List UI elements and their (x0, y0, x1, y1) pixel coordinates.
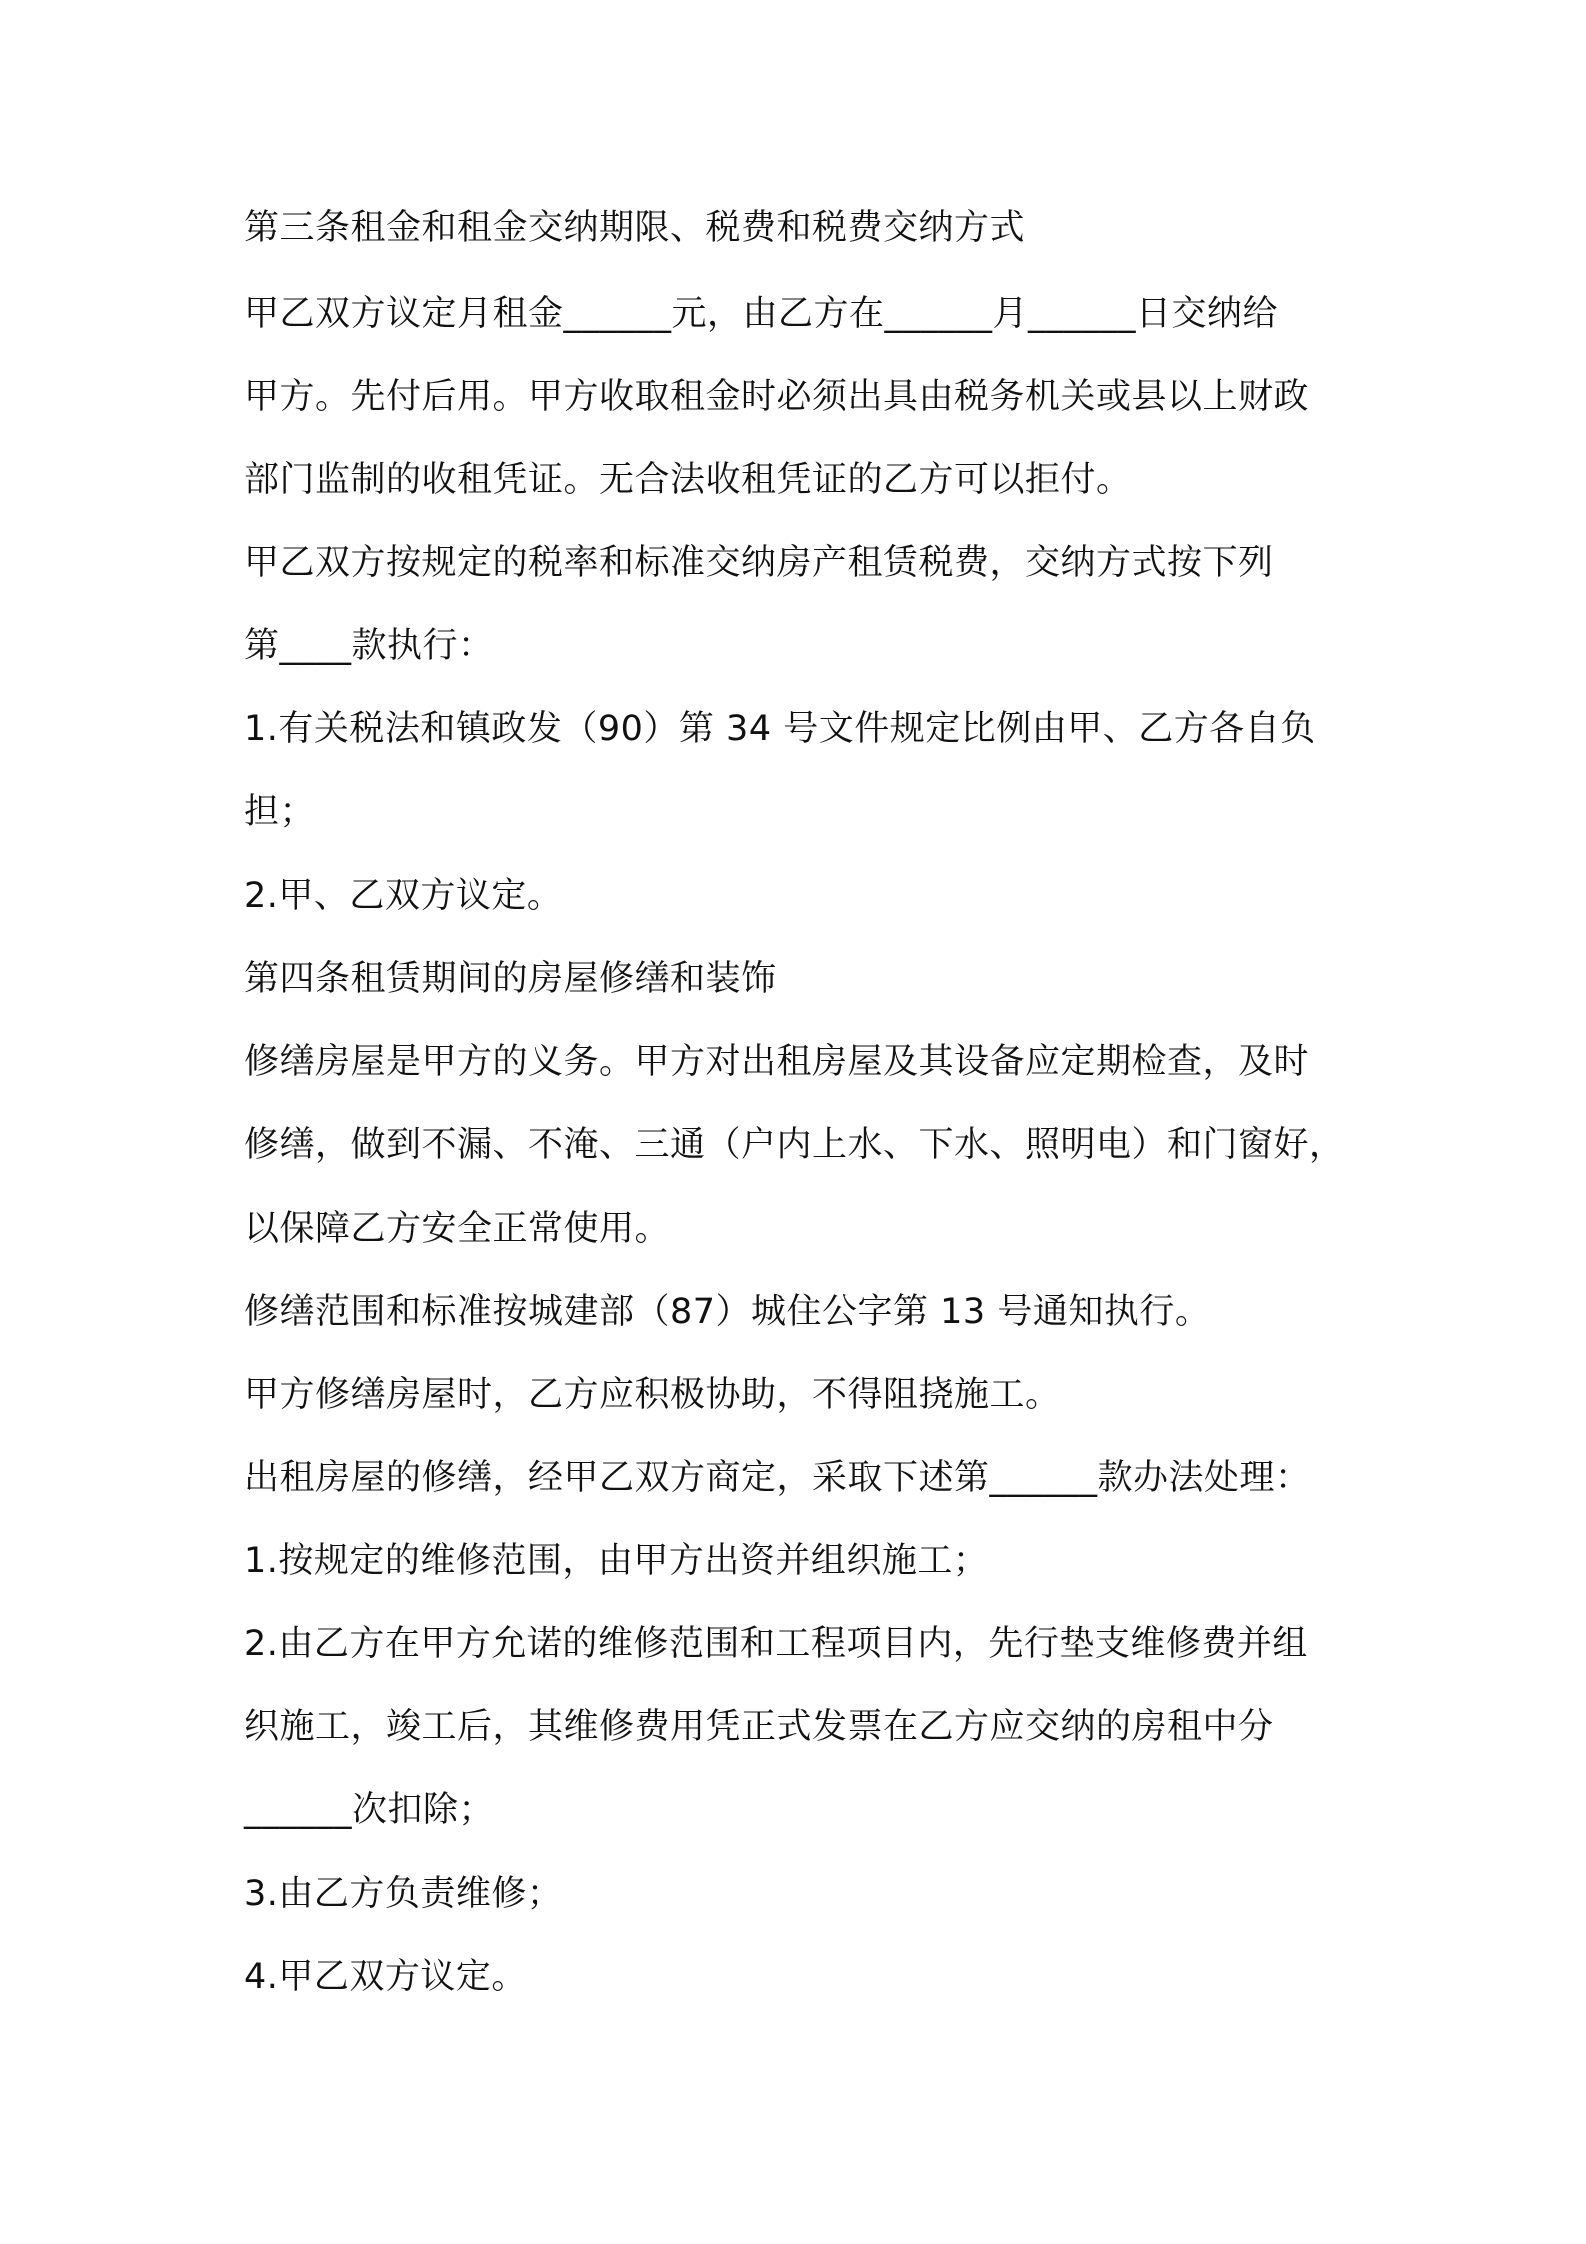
paragraph-line: 修缮范围和标准按城建部（87）城住公字第 13 号通知执行。 (244, 1292, 1211, 1332)
article-3-heading: 第三条租金和租金交纳期限、税费和税费交纳方式 (244, 208, 1026, 248)
list-item: 3.由乙方负责维修； (244, 1874, 563, 1914)
list-item-continuation: ______次扣除； (244, 1790, 495, 1830)
list-item: 2.由乙方在甲方允诺的维修范围和工程项目内，先行垫支维修费并组 (244, 1624, 1308, 1664)
list-item: 4.甲乙双方议定。 (244, 1957, 527, 1997)
article-4-heading: 第四条租赁期间的房屋修缮和装饰 (244, 959, 777, 999)
list-item-continuation: 织施工，竣工后，其维修费用凭正式发票在乙方应交纳的房租中分 (244, 1707, 1274, 1747)
paragraph-line: 甲乙双方按规定的税率和标准交纳房产租赁税费，交纳方式按下列 (244, 543, 1274, 583)
list-item: 1.有关税法和镇政发（90）第 34 号文件规定比例由甲、乙方各自负 (244, 709, 1316, 749)
paragraph-line: 第____款执行： (244, 626, 494, 666)
paragraph-line: 甲方修缮房屋时，乙方应积极协助，不得阻挠施工。 (244, 1375, 1061, 1415)
list-item-continuation: 担； (244, 792, 316, 832)
paragraph-line: 甲乙双方议定月租金______元，由乙方在______月______日交纳给 (244, 294, 1279, 334)
list-item: 1.按规定的维修范围，由甲方出资并组织施工； (244, 1541, 989, 1581)
paragraph-line: 以保障乙方安全正常使用。 (244, 1209, 671, 1249)
paragraph-line: 部门监制的收租凭证。无合法收租凭证的乙方可以拒付。 (244, 460, 1132, 500)
paragraph-line: 修缮房屋是甲方的义务。甲方对出租房屋及其设备应定期检查，及时 (244, 1042, 1310, 1082)
paragraph-line: 出租房屋的修缮，经甲乙双方商定，采取下述第______款办法处理： (244, 1458, 1311, 1498)
paragraph-line: 修缮，做到不漏、不淹、三通（户内上水、下水、照明电）和门窗好， (244, 1125, 1345, 1165)
paragraph-line: 甲方。先付后用。甲方收取租金时必须出具由税务机关或县以上财政 (244, 377, 1310, 417)
list-item: 2.甲、乙双方议定。 (244, 876, 563, 916)
